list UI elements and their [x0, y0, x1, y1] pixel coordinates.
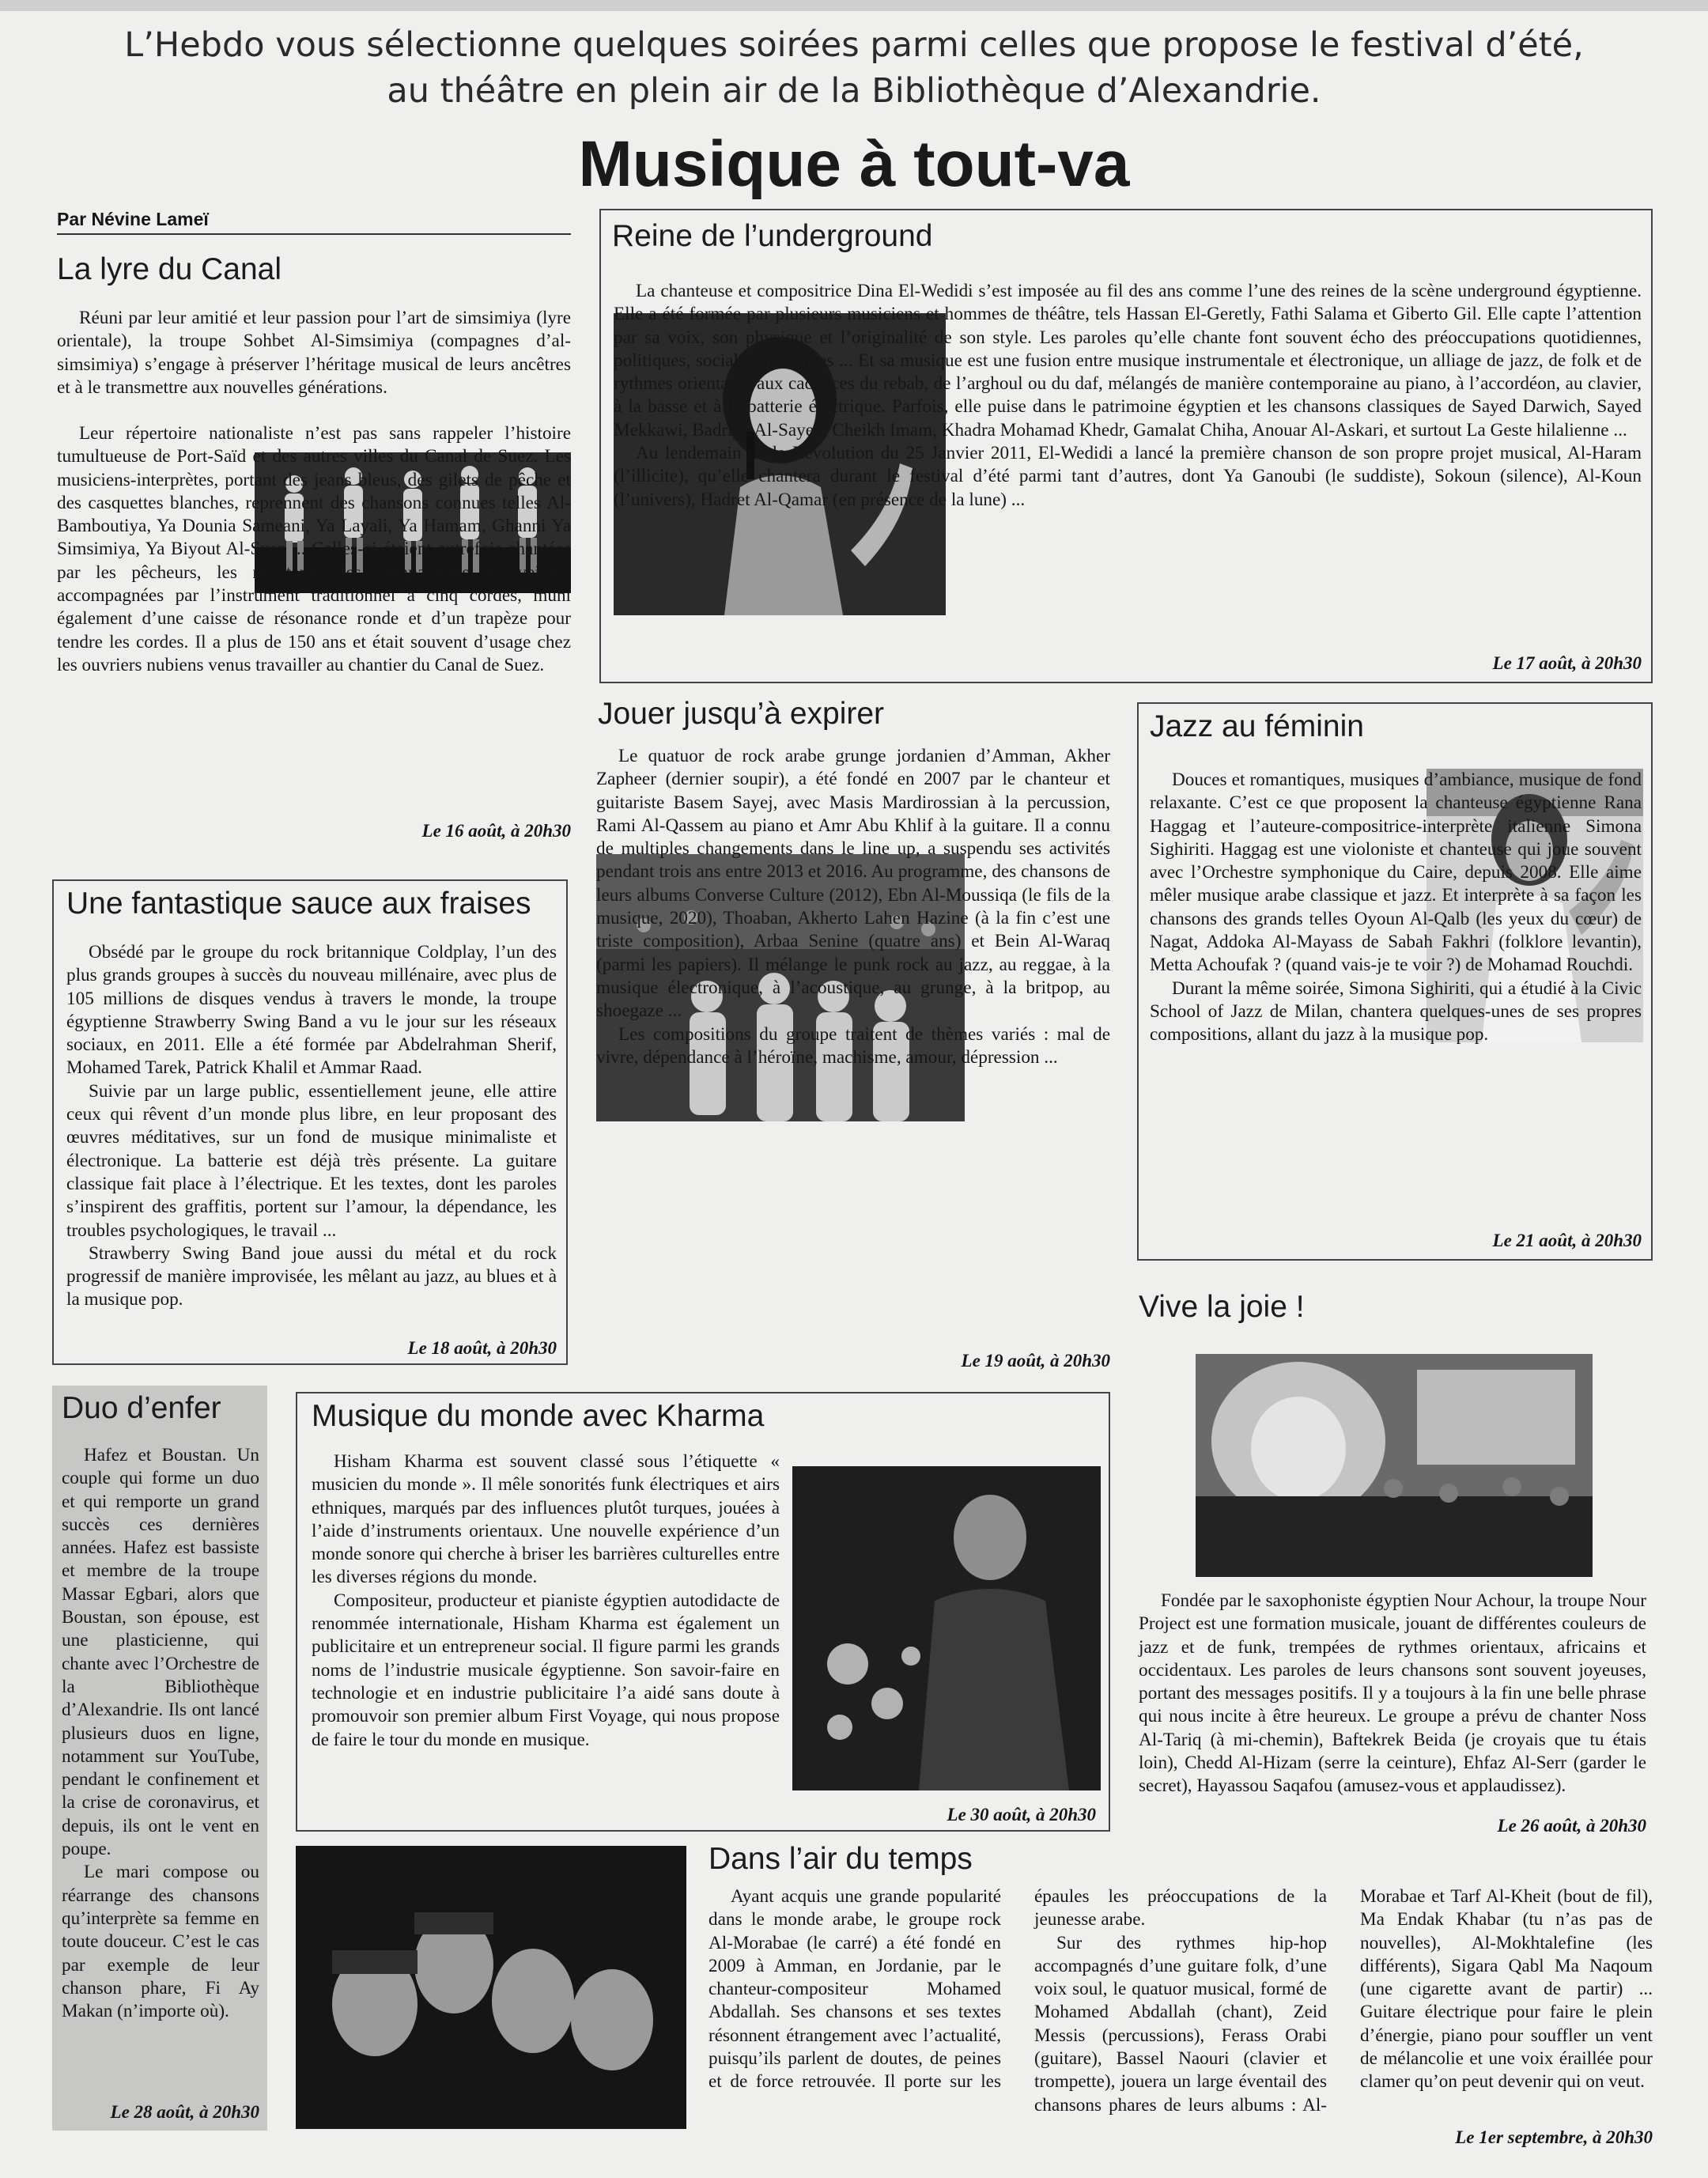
event-date: Le 21 août, à 20h30: [1492, 1231, 1642, 1250]
event-date: Le 17 août, à 20h30: [1492, 653, 1642, 673]
article-text: Hafez et Boustan. Un couple qui forme un duo et qui remporte un grand succès ces dernières années. Hafez est bassiste et membre de la troupe Massar Egbari, alors que Boustan, son épouse, est une plasticienne, qui chante avec l’Orchestre de la Bibliothèque d’Alexandrie. Ils ont lancé plusieurs duos en ligne, notamment sur YouTube, pendant le confinement et la crise de coronavirus, et depuis, ils ont le vent en poupe. Le mari compose ou réarrange des chansons qu’interprète sa femme en toute douceur. C’est le cas par exemple de leur chanson phare, Fi Ay Makan (n’importe où).: [62, 1445, 259, 2022]
intro-line-2: au théâtre en plein air de la Bibliothèque d’Alexandrie.: [387, 71, 1321, 111]
intro-text: [0, 22, 1708, 114]
page-title: Musique à tout-va: [578, 128, 1130, 200]
article-kharma: [296, 1392, 1110, 1832]
photo-hisham-kharma: [792, 1466, 1101, 1790]
article-jouer: [593, 688, 1115, 1376]
intro-line-1: L’Hebdo vous sélectionne quelques soirées parmi celles que propose le festival d’été,: [124, 25, 1584, 65]
article-title: Dans l’air du temps: [709, 1842, 973, 1876]
event-date: Le 28 août, à 20h30: [110, 2102, 259, 2122]
article-title: Une fantastique sauce aux fraises: [66, 887, 531, 921]
article-title: Reine de l’underground: [612, 219, 933, 253]
article-text: Obsédé par le groupe du rock britannique Coldplay, l’un des plus grands groupes à succès du nouveau millénaire, avec plus de 105 millions de disques vendus à travers le monde, la troupe égyptienne Strawberry Swing Band a vu le jour sur les réseaux sociaux, en 2011. Elle a été formée par Abdelrahman Sherif, Mohamed Tarek, Patrick Khalil et Ammar Raad. Suivie par un large public, essentiellement jeune, elle attire ceux qui rêvent d’un monde plus libre, en leur proposant des œuvres méditatives, sur un fond de musique minimaliste et électronique. La batterie est déjà très présente. La guitare classique fait place à l’électrique. Et les textes, dont les paroles s’inspirent des graffitis, portent sur l’amour, la dépendance, les troubles psychologiques, le travail ... Strawberry Swing Band joue aussi du métal et du rock progressif de manière improvisée, les mêlant au jazz, au blues et à la musique pop.: [66, 942, 557, 1310]
article-joie: [1137, 1281, 1653, 1851]
article-title: Vive la joie !: [1139, 1290, 1305, 1324]
article-text: Douces et romantiques, musiques d’ambiance, musique de fond relaxante. C’est ce que proposent la chanteuse égyptienne Rana Haggag et l’auteure-compositrice-interprète italienne Simona Sighiriti. Haggag est une violoniste et chanteuse qui joue souvent avec l’Orchestre symphonique du Caire, depuis 2008. Elle aime mêler musique arabe classique et jazz. Et interprète à sa façon les chansons des grands telles Oyoun Al-Qalb (les yeux du cœur) de Nagat, Addoka Al-Mayass de Sabah Fakhri (folklore levantin), Metta Achoufak ? (quand vais-je te voir ?) de Mohamad Rouchdi. Durant la même soirée, Simona Sighiriti, qui a étudié à la Civic School of Jazz de Milan, chantera quelques-unes de ses propres compositions, allant du jazz à la musique pop.: [1150, 769, 1642, 1046]
article-jazz: [1137, 702, 1653, 1261]
article-temps: [709, 1833, 1653, 2150]
article-text-wrap: Leur répertoire nationaliste n’est pas sans rappeler l’histoire tumultueuse de Port-Saïd et des autres villes du Canal de Suez. Les musiciens-interprètes, portant des jeans bleus, des gilets de pêche et des casquettes blanches, reprennent des chansons connues telles Al-Bamboutiya, Ya Dounia Sameani, Ya Layali, Ya Hamam, Ghanni Ya Simsimiya, Ya Biyout Al-Suez ... Celles-ci étaient autrefois chantées par les pêcheurs, les résistants, les compagnons de veillée, accompagnées par l’instrument traditionnel à cinq cordes, muni également d’une caisse de résonance ronde et d’un trapèze pour tendre les cordes. Il a plus de 150 ans et était souvent d’usage chez les ouvriers nubiens venus travailler au chantier du Canal de Suez.: [57, 423, 571, 675]
article-text: Réuni par leur amitié et leur passion pour l’art de simsimiya (lyre orientale), la troupe Sohbet Al-Simsimiya (compagnes d’al-simsimiya) s’engage à préserver l’héritage musical de leurs ancêtres et à le transmettre aux nouvelles générations.: [57, 308, 571, 398]
article-title: Musique du monde avec Kharma: [312, 1399, 765, 1433]
article-text: Fondée par le saxophoniste égyptien Nour Achour, la troupe Nour Project est une formation musicale, jouant de différentes couleurs de jazz et de funk, trempées de rythmes orientaux, africains et occidentaux. Les paroles de leurs chansons sont souvent joyeuses, portant des messages positifs. Il y a toujours à la fin une belle phrase qui nous incite à être heureux. Le groupe a prévu de chanter Noss Al-Tariq (à mi-chemin), Baftekrek Beida (je croyais que tu étais loin), Chedd Al-Hizam (serre la ceinture), Ehfaz Al-Serr (garder le secret), Hayassou Saqafou (amusez-vous et applaudissez).: [1139, 1590, 1646, 1797]
article-sauce: [52, 879, 568, 1365]
article-lyre: [57, 234, 571, 851]
article-title: Jazz au féminin: [1150, 709, 1364, 743]
event-date: Le 19 août, à 20h30: [961, 1351, 1110, 1371]
event-date: Le 26 août, à 20h30: [1497, 1816, 1646, 1836]
article-reine: [599, 209, 1653, 683]
event-date: Le 1er septembre, à 20h30: [1455, 2127, 1653, 2147]
article-text: Hisham Kharma est souvent classé sous l’étiquette « musicien du monde ». Il mêle sonorités funk électriques et airs ethniques, marqués par des influences plutôt turques, jouées à l’aide d’instruments orientaux. Une nouvelle expérience d’un monde sonore qui cherche à briser les barrières culturelles entre les diverses régions du monde. Compositeur, producteur et pianiste égyptien autodidacte de renommée internationale, Hisham Kharma est également un publicitaire et un entrepreneur social. Il figure parmi les grands noms de l’industrie musicale égyptienne. Son savoir-faire en technologie et en industrie publicitaire l’a aidé sans doute à promouvoir son premier album First Voyage, qui nous propose de faire le tour du monde en musique.: [312, 1451, 780, 1750]
event-date: Le 18 août, à 20h30: [407, 1338, 557, 1358]
article-text: La chanteuse et compositrice Dina El-Wedidi s’est imposée au fil des ans comme l’une des reines de la scène underground égyptienne. Elle a été formée par plusieurs musiciens et hommes de théâtre, tels Hassan El-Geretly, Fathi Salama et Giberto Gil. Elle capte l’attention par sa voix, son physique et l’originalité de son style. Les paroles qu’elle chante font souvent écho des préoccupations quotidiennes, politiques, sociales, humaines ... Et sa musique est une fusion entre musique instrumentale et électronique, un alliage de jazz, de folk et de rythmes orientaux, aux cadences du rebab, de l’arghoul ou du daf, mélangés de manière contemporaine au piano, à l’accordéon, au clavier, à la basse et à la batterie électrique. Parfois, elle puise dans le patrimoine égyptien et les chansons classiques de Sayed Darwich, Sayed Mekkawi, Badriya Al-Sayed, Cheikh Imam, Khadra Mohamad Khedr, Gamalat Chiha, Anouar Al-Askari, et surtout La Geste hilalienne ... Au lendemain de la Révolution du 25 Janvier 2011, El-Wedidi a lancé la première chanson de son propre projet musical, Al-Haram (l’illicite), qu’elle chantera durant le festival d’été parmi tant d’autres, dont Ya Ganoubi (le suddiste), Sokoun (silence), Al-Koun (l’univers), Hadret Al-Qamar (en présence de la lune) ...: [614, 281, 1642, 510]
photo-nour-project: [1196, 1354, 1593, 1577]
event-date: Le 30 août, à 20h30: [947, 1805, 1096, 1824]
top-border: [0, 0, 1708, 11]
article-duo: [52, 1386, 267, 2131]
article-title: Duo d’enfer: [62, 1391, 221, 1425]
byline: Par Névine Lameï: [57, 209, 571, 235]
event-date: Le 16 août, à 20h30: [421, 821, 571, 841]
photo-al-morabae: [296, 1846, 686, 2129]
article-title: La lyre du Canal: [57, 252, 282, 286]
article-text: Ayant acquis une grande popularité dans le monde arabe, le groupe rock Al-Morabae (le carré) a été fondé en 2009 à Amman, en Jordanie, par le chanteur-compositeur Mohamed Abdallah. Ses chansons et ses textes résonnent étrangement avec l’actualité, puisqu’ils parlent de doutes, de peines et de force retrouvée. Il porte sur les épaules les préoccupations de la jeunesse arabe. Sur des rythmes hip-hop accompagnés d’une guitare folk, d’une voix soul, le quatuor musical, formé de Mohamed Abdallah (chant), Zeid Messis (percussions), Ferass Orabi (guitare), Bassel Naouri (clavier et trompette), jouera un large éventail des chansons phares de leurs albums : Al-Morabae et Tarf Al-Kheit (bout de fil), Ma Endak Khabar (tu n’as pas de nouvelles), Al-Mokhtalefine (les différents), Sigara Qabl Ma Naqoum (une cigarette avant de partir) ... Guitare électrique pour faire le plein d’énergie, piano pour souffler un vent de mélancolie et une voix éraillée pour clamer qu’on peut devenir qui on veut.: [709, 1886, 1653, 2116]
article-title: Jouer jusqu’à expirer: [598, 697, 885, 731]
article-text: Le quatuor de rock arabe grunge jordanien d’Amman, Akher Zapheer (dernier soupir), a été fondé en 2007 par le chanteur et guitariste Basem Sayej, avec Masis Mardirossian à la percussion, Rami Al-Qassem au piano et Amr Abu Khlif à la guitare. Il a connu de multiples changements dans le line up, a suspendu ses activités pendant trois ans entre 2013 et 2016. Au programme, des chansons de leurs albums Converse Culture (2012), Ebn Al-Moussiqa (le fils de la musique, 2020), Thoaban, Akherto Lahen Hazine (à la fin c’est une triste composition), Arbaa Senine (quatre ans) et Bein Al-Waraq (parmi les papiers). Il mélange le punk rock au jazz, au reggae, à la musique électronique, à l’acoustique, au grunge, à la britpop, au shoegaze ... Les compositions du groupe traitent de thèmes variés : mal de vivre, dépendance à l’héroïne, machisme, amour, dépression ...: [596, 746, 1110, 1068]
